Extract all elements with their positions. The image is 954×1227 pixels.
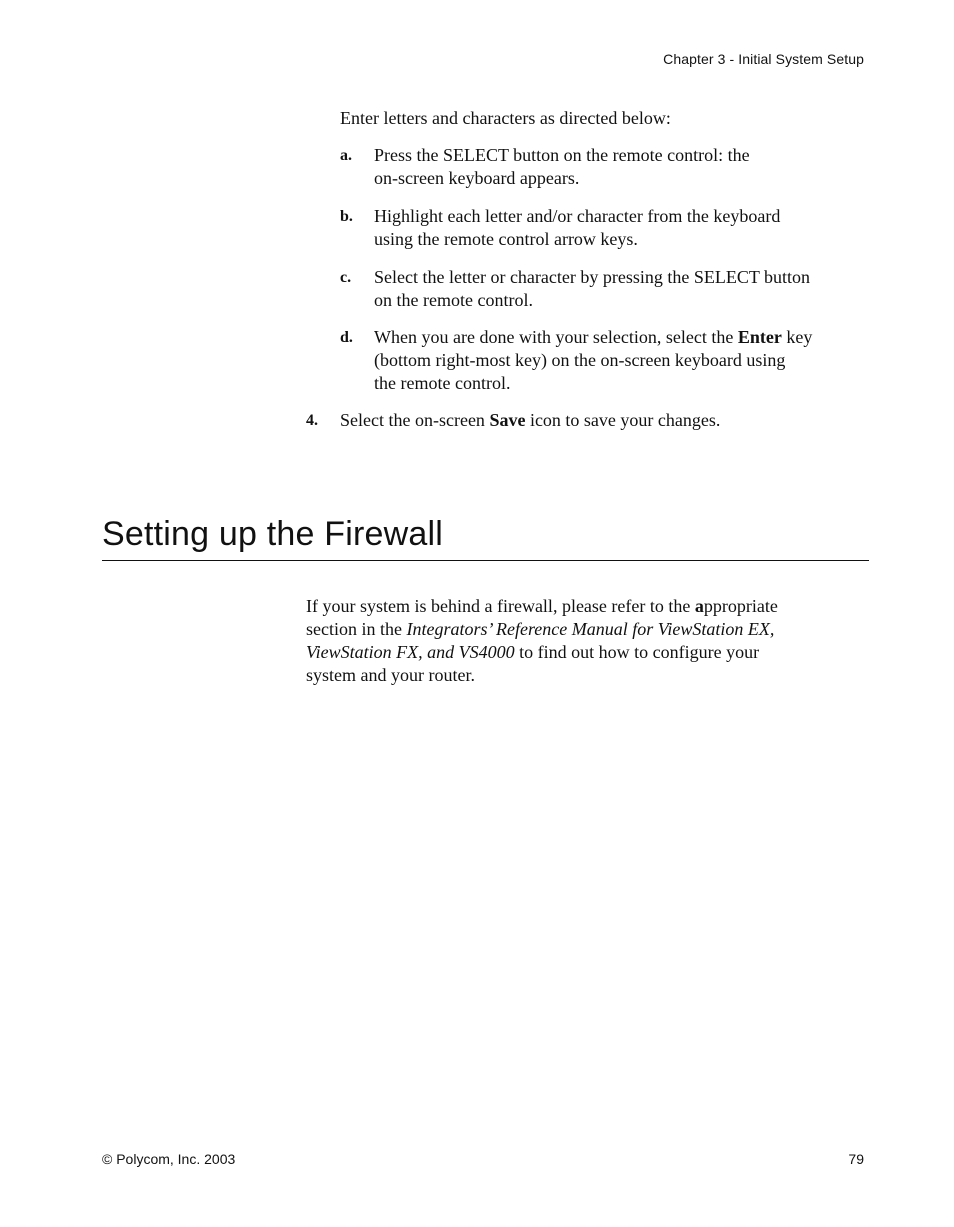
- substep-marker: d.: [340, 329, 353, 346]
- step-text-part: icon to save your changes.: [525, 410, 721, 430]
- substep-text-line: Press the SELECT button on the remote control: the: [374, 145, 750, 165]
- page-number: 79: [848, 1151, 864, 1167]
- substep-text: [374, 144, 880, 190]
- substep-text: [374, 266, 880, 312]
- running-header: Chapter 3 - Initial System Setup: [663, 51, 864, 67]
- substep-marker: a.: [340, 147, 352, 164]
- substep-text-line: the remote control.: [374, 373, 511, 393]
- substep-marker: b.: [340, 208, 353, 225]
- substep-text-line: key: [781, 327, 813, 347]
- substep-b: [340, 205, 880, 251]
- substep-a: [340, 144, 880, 190]
- para-text: section in the: [306, 619, 407, 639]
- step-4: [306, 409, 876, 432]
- substep-text-line: When you are done with your selection, select the: [374, 327, 738, 347]
- substep-c: [340, 266, 880, 312]
- substep-d: [340, 326, 880, 395]
- para-text: ppropriate: [703, 596, 778, 616]
- substep-text-line: on-screen keyboard appears.: [374, 168, 580, 188]
- para-text: system and your router.: [306, 665, 475, 685]
- substep-text: [374, 326, 880, 395]
- instructions-intro: Enter letters and characters as directed below:: [340, 108, 671, 128]
- manual-title: ViewStation FX, and VS4000: [306, 642, 515, 662]
- para-text: to find out how to configure your: [514, 642, 760, 662]
- enter-key-label: Enter: [737, 327, 782, 347]
- manual-title: Integrators’ Reference Manual for ViewStation EX,: [406, 619, 775, 639]
- substep-text-line: Select the letter or character by pressing the SELECT button: [374, 267, 811, 287]
- substep-text-line: Highlight each letter and/or character from the keyboard: [374, 206, 781, 226]
- step-text-part: Select the on-screen: [340, 410, 490, 430]
- firewall-paragraph: [306, 595, 866, 687]
- save-icon-label: Save: [489, 410, 526, 430]
- substep-text-line: on the remote control.: [374, 290, 533, 310]
- substep-text: [374, 205, 880, 251]
- para-text: If your system is behind a firewall, please refer to the: [306, 596, 695, 616]
- section-heading: Setting up the Firewall: [102, 515, 443, 553]
- substep-marker: c.: [340, 269, 352, 286]
- substep-text-line: using the remote control arrow keys.: [374, 229, 638, 249]
- substep-text-line: (bottom right-most key) on the on-screen keyboard using: [374, 350, 786, 370]
- footer-copyright: © Polycom, Inc. 2003: [102, 1151, 236, 1167]
- section-divider: [102, 560, 869, 561]
- step-text: [340, 409, 876, 432]
- step-marker: 4.: [306, 412, 318, 429]
- para-bold-char: a: [694, 596, 704, 616]
